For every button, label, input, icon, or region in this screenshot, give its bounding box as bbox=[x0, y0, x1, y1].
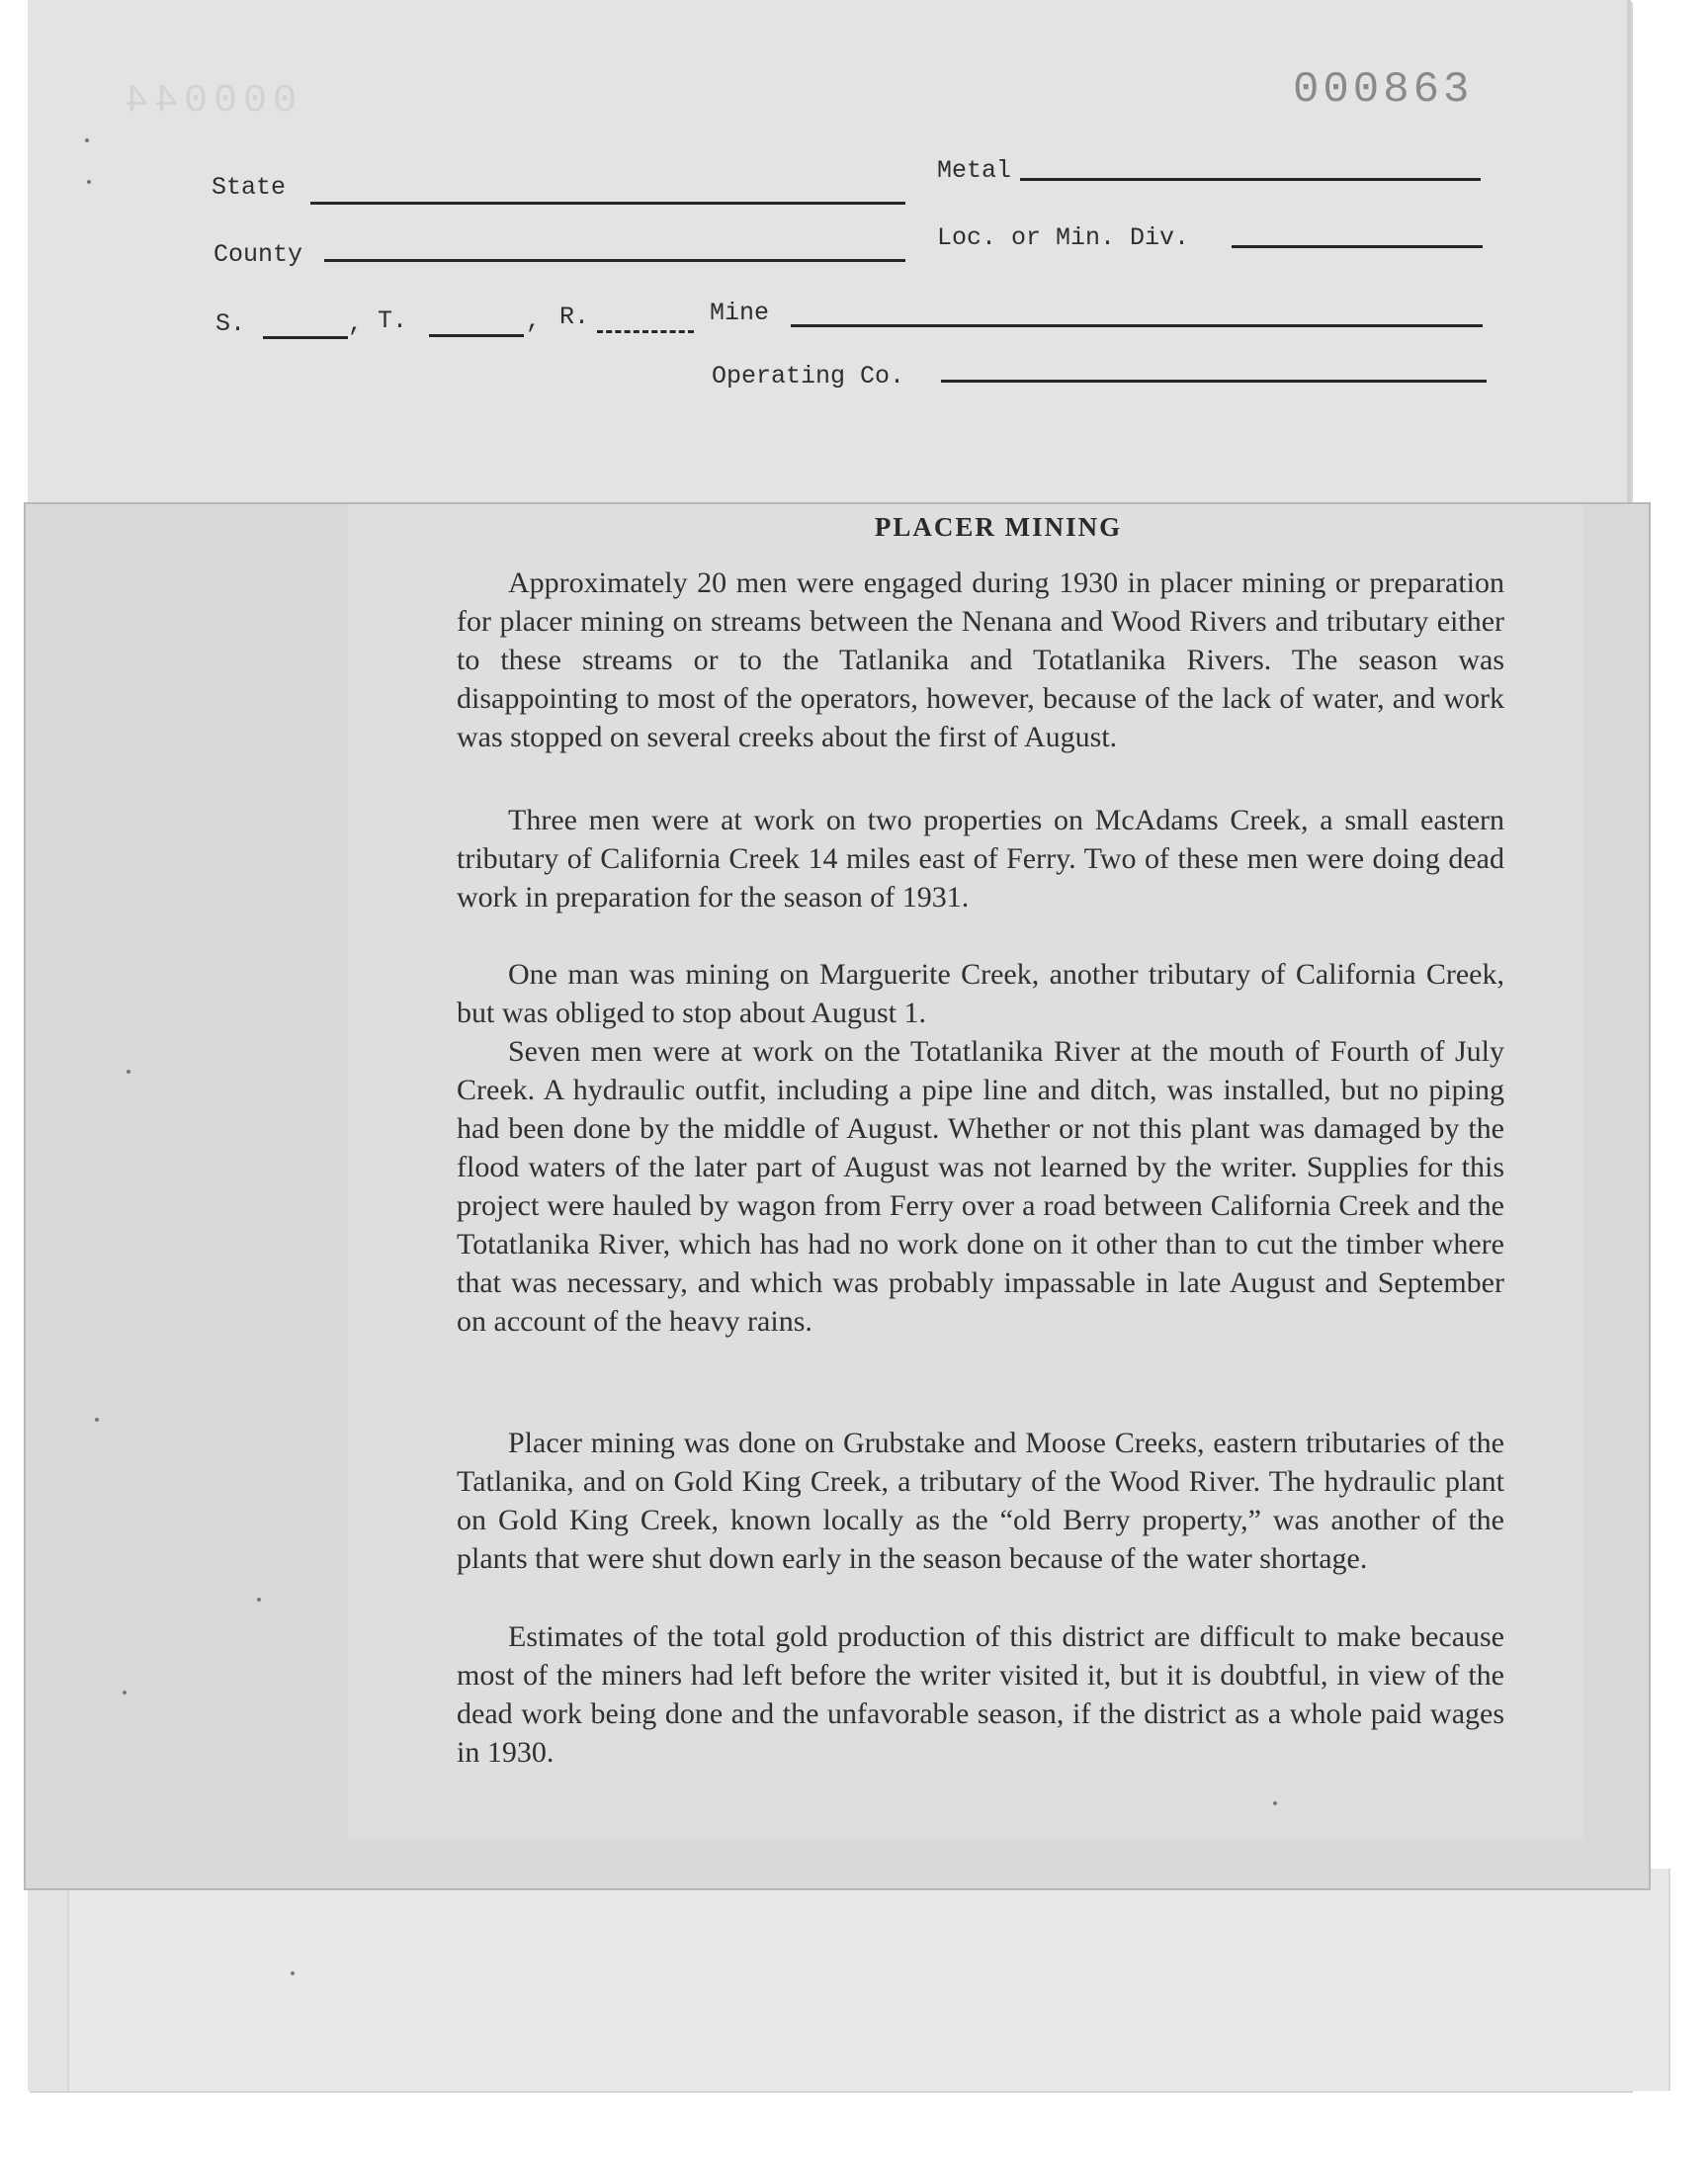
article-paragraph: Estimates of the total gold production of this district are difficult to make because most of the miners had left before the writer visited it, but it is doubtful, in view of the dead work being done and the unfavorable season, if the district as a whole paid wages in 1930. bbox=[457, 1620, 1504, 1769]
county-label: County bbox=[214, 240, 303, 269]
township-field-line bbox=[429, 334, 524, 337]
scan-speck bbox=[123, 1691, 127, 1695]
scan-speck bbox=[95, 1418, 99, 1422]
state-label: State bbox=[212, 173, 287, 202]
scan-speck bbox=[87, 180, 91, 184]
loc-div-label: Loc. or Min. Div. bbox=[937, 223, 1190, 252]
card-lower-edge bbox=[67, 1869, 1670, 2091]
article-paragraph: Approximately 20 men were engaged during 1930 in placer mining or preparation for placer mining on streams between the Nenana and Wood Rivers and tributary either to these streams or to the Tatlanika and Totatlanika Rivers. The season was disappointing to most of the operators, however, because of the lack of water, and work was stopped on several creeks about the first of August. bbox=[457, 566, 1504, 753]
scan-speck bbox=[257, 1598, 261, 1602]
article-paragraph: Seven men were at work on the Totatlanika River at the mouth of Fourth of July Creek. A hydraulic outfit, including a pipe line and ditch, was installed, but no piping had been done by the middle of August. Whether or not this plant was damaged by the flood waters of the later part of August was not learned by the writer. Supplies for this project were hauled by wagon from Ferry over a road between California Creek and the Totatlanika River, which has had no work done on it other than to cut the timber where that was necessary, and which was probably impassable in late August and September on account of the heavy rains. bbox=[457, 1035, 1504, 1338]
range-label: R. bbox=[559, 303, 590, 331]
faded-stamp: 000044 bbox=[119, 79, 298, 124]
scan-speck bbox=[85, 138, 89, 142]
metal-field-line bbox=[1020, 178, 1481, 181]
scan-speck bbox=[127, 1070, 130, 1074]
article-paragraph: Placer mining was done on Grubstake and Moose Creeks, eastern tributaries of the Tatlanika, and on Gold King Creek, a tributary of the Wood River. The hydraulic plant on Gold King Creek, known locally as the “old Berry property,” was another of the plants that were shut down early in the season because of the water shortage. bbox=[457, 1427, 1504, 1575]
section-field-line bbox=[263, 336, 348, 339]
range-field-line bbox=[597, 330, 694, 333]
scan-speck bbox=[291, 1971, 295, 1975]
township-label: T. bbox=[378, 306, 408, 335]
article-paragraph: Three men were at work on two properties on McAdams Creek, a small eastern tributary of California Creek 14 miles east of Ferry. Two of these men were doing dead work in preparation for the season of 1931. bbox=[457, 804, 1504, 914]
section-label: S. bbox=[215, 309, 246, 338]
metal-label: Metal bbox=[937, 156, 1012, 185]
mine-label: Mine bbox=[710, 299, 770, 327]
article-title: PLACER MINING bbox=[874, 512, 1123, 542]
scan-speck bbox=[1273, 1801, 1277, 1805]
state-field-line bbox=[310, 202, 905, 205]
serial-number: 000863 bbox=[1293, 65, 1474, 115]
article-paragraph: One man was mining on Marguerite Creek, another tributary of California Creek, but was obliged to stop about August 1. bbox=[457, 958, 1504, 1029]
county-field-line bbox=[324, 259, 905, 262]
loc-div-field-line bbox=[1232, 245, 1483, 248]
mine-field-line bbox=[791, 324, 1483, 327]
operating-co-label: Operating Co. bbox=[712, 362, 905, 391]
operating-co-field-line bbox=[941, 380, 1487, 383]
